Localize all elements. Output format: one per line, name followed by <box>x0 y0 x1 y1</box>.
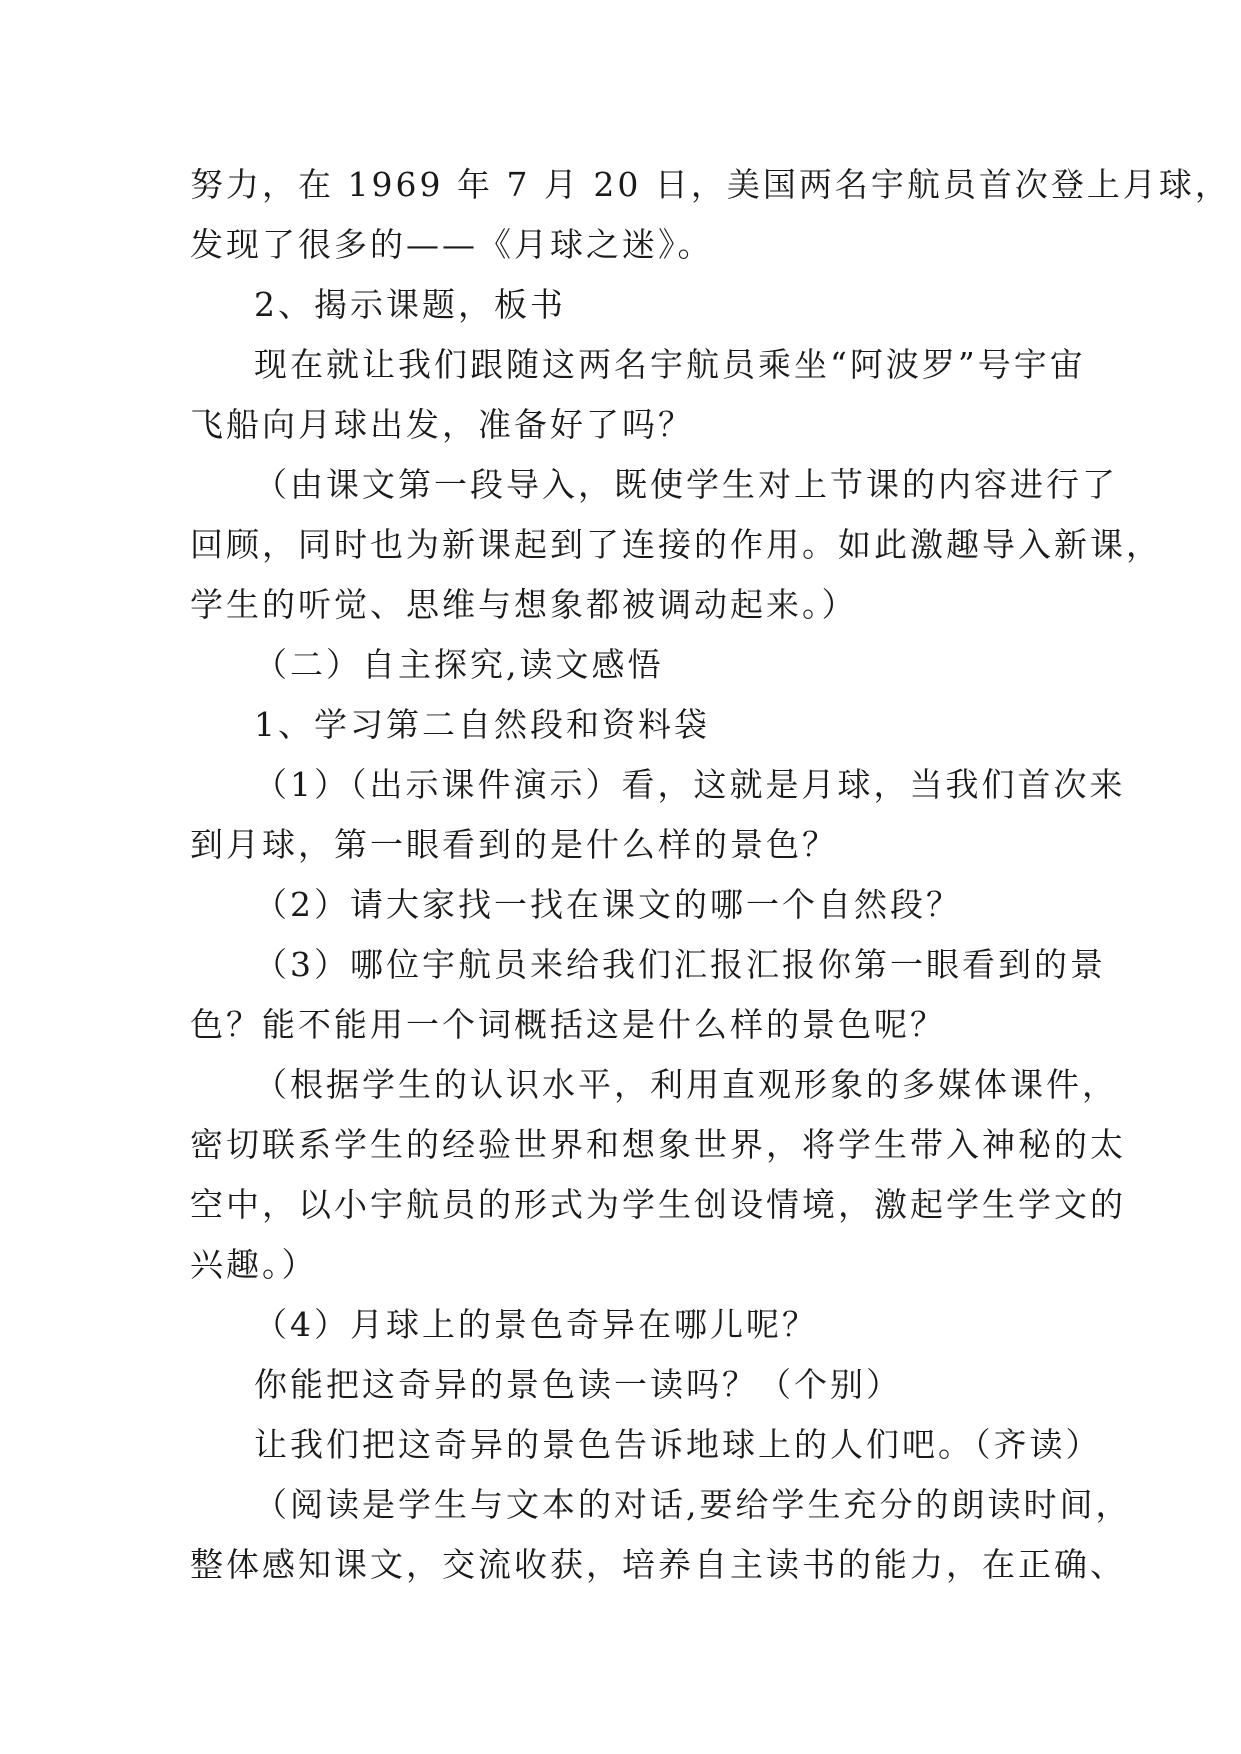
text-line: （2）请大家找一找在课文的哪一个自然段？ <box>254 885 962 924</box>
text-line: （3）哪位宇航员来给我们汇报汇报你第一眼看到的景 <box>254 945 1106 984</box>
text-line: 努力，在 1969 年 7 月 20 日，美国两名宇航员首次登上月球， <box>190 165 1231 204</box>
text-line: 兴趣。） <box>190 1245 318 1284</box>
section-heading: 1、学习第二自然段和资料袋 <box>254 705 710 744</box>
text-line: （由课文第一段导入，既使学生对上节课的内容进行了 <box>254 465 1118 504</box>
text-line: （4）月球上的景色奇异在哪儿呢？ <box>254 1305 818 1344</box>
text-line: 飞船向月球出发，准备好了吗？ <box>190 405 694 444</box>
text-line: 现在就让我们跟随这两名宇航员乘坐“阿波罗”号宇宙 <box>254 345 1086 384</box>
text-line: 整体感知课文，交流收获，培养自主读书的能力，在正确、 <box>190 1545 1126 1584</box>
text-line: 回顾，同时也为新课起到了连接的作用。如此激趣导入新课， <box>190 525 1162 564</box>
text-line: 你能把这奇异的景色读一读吗？（个别） <box>254 1365 902 1404</box>
text-line: 发现了很多的——《月球之迷》。 <box>190 225 714 264</box>
text-line: （阅读是学生与文本的对话,要给学生充分的朗读时间， <box>254 1485 1132 1524</box>
text-line: 到月球，第一眼看到的是什么样的景色？ <box>190 825 838 864</box>
text-line: 让我们把这奇异的景色告诉地球上的人们吧。（齐读） <box>254 1425 1102 1464</box>
text-line: （1）（出示课件演示）看，这就是月球，当我们首次来 <box>254 765 1126 804</box>
text-line: （根据学生的认识水平，利用直观形象的多媒体课件， <box>254 1065 1118 1104</box>
section-heading: （二）自主探究,读文感悟 <box>254 645 664 684</box>
text-line: 密切联系学生的经验世界和想象世界，将学生带入神秘的太 <box>190 1125 1126 1164</box>
section-heading: 2、揭示课题，板书 <box>254 285 566 324</box>
text-line: 色？能不能用一个词概括这是什么样的景色呢？ <box>190 1005 946 1044</box>
text-line: 空中，以小宇航员的形式为学生创设情境，激起学生学文的 <box>190 1185 1126 1224</box>
text-line: 学生的听觉、思维与想象都被调动起来。） <box>190 585 858 624</box>
